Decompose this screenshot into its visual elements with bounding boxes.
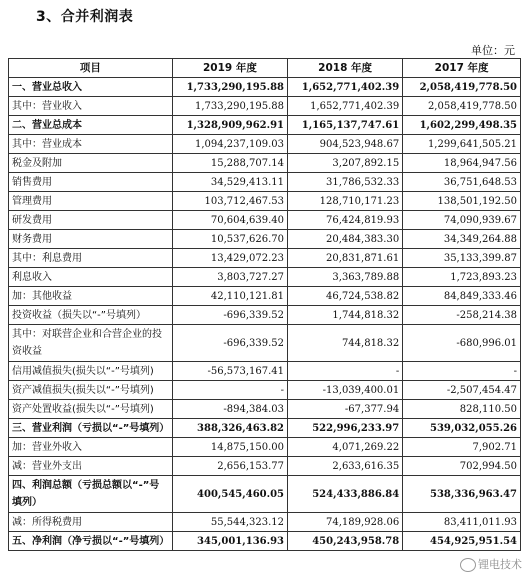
row-label: 资产减值损失(损失以“-”号填列) bbox=[9, 381, 173, 400]
value-2017: 1,299,641,505.21 bbox=[403, 135, 521, 154]
table-row bbox=[9, 268, 521, 287]
table-row bbox=[9, 116, 521, 135]
value-2018: -67,377.94 bbox=[288, 400, 403, 419]
table-row bbox=[9, 135, 521, 154]
value-2019: 13,429,072.23 bbox=[172, 249, 287, 268]
row-label: 减：营业外支出 bbox=[9, 457, 173, 476]
value-2017: 454,925,951.54 bbox=[403, 532, 521, 551]
column-header-2018: 2018 年度 bbox=[288, 59, 403, 78]
value-2017: 35,133,399.87 bbox=[403, 249, 521, 268]
table-row bbox=[9, 211, 521, 230]
row-label: 利息收入 bbox=[9, 268, 173, 287]
section-title: 3、合并利润表 bbox=[36, 9, 134, 25]
table-row bbox=[9, 362, 521, 381]
value-2019: 55,544,323.12 bbox=[172, 513, 287, 532]
value-2019: 1,733,290,195.88 bbox=[172, 97, 287, 116]
unit-label: 单位：元 bbox=[471, 44, 515, 57]
value-2017: 83,411,011.93 bbox=[403, 513, 521, 532]
value-2017: 1,723,893.23 bbox=[403, 268, 521, 287]
value-2019: 14,875,150.00 bbox=[172, 438, 287, 457]
value-2018: 76,424,819.93 bbox=[288, 211, 403, 230]
value-2018: 522,996,233.97 bbox=[288, 419, 403, 438]
value-2019: 388,326,463.82 bbox=[172, 419, 287, 438]
value-2017: 2,058,419,778.50 bbox=[403, 97, 521, 116]
table-body bbox=[9, 78, 521, 551]
column-header-2017: 2017 年度 bbox=[403, 59, 521, 78]
row-label: 四、利润总额（亏损总额以“-”号填列） bbox=[9, 476, 173, 513]
value-2019: 1,328,909,962.91 bbox=[172, 116, 287, 135]
table-row bbox=[9, 78, 521, 97]
row-label: 其中：利息费用 bbox=[9, 249, 173, 268]
value-2019: 103,712,467.53 bbox=[172, 192, 287, 211]
value-2018: 20,831,871.61 bbox=[288, 249, 403, 268]
value-2017: 538,336,963.47 bbox=[403, 476, 521, 513]
value-2019: -56,573,167.41 bbox=[172, 362, 287, 381]
value-2018: 31,786,532.33 bbox=[288, 173, 403, 192]
row-label: 二、营业总成本 bbox=[9, 116, 173, 135]
value-2017: 138,501,192.50 bbox=[403, 192, 521, 211]
value-2018: -13,039,400.01 bbox=[288, 381, 403, 400]
row-label: 投资收益（损失以“-”号填列） bbox=[9, 306, 173, 325]
row-label: 加：其他收益 bbox=[9, 287, 173, 306]
value-2018: 450,243,958.78 bbox=[288, 532, 403, 551]
table-row bbox=[9, 476, 521, 513]
table-row bbox=[9, 249, 521, 268]
row-label: 加：营业外收入 bbox=[9, 438, 173, 457]
value-2018: 3,207,892.15 bbox=[288, 154, 403, 173]
value-2018: 524,433,886.84 bbox=[288, 476, 403, 513]
value-2017: 828,110.50 bbox=[403, 400, 521, 419]
value-2018: 1,744,818.32 bbox=[288, 306, 403, 325]
value-2017: -258,214.38 bbox=[403, 306, 521, 325]
row-label: 其中：对联营企业和合营企业的投资收益 bbox=[9, 325, 173, 362]
row-label: 五、净利润（净亏损以“-”号填列） bbox=[9, 532, 173, 551]
value-2018: - bbox=[288, 362, 403, 381]
row-label: 研发费用 bbox=[9, 211, 173, 230]
table-row bbox=[9, 513, 521, 532]
table-row bbox=[9, 154, 521, 173]
table-row bbox=[9, 97, 521, 116]
watermark bbox=[457, 555, 525, 573]
row-label: 销售费用 bbox=[9, 173, 173, 192]
value-2019: 15,288,707.14 bbox=[172, 154, 287, 173]
table-row bbox=[9, 438, 521, 457]
table-header-row bbox=[9, 59, 521, 78]
value-2018: 3,363,789.88 bbox=[288, 268, 403, 287]
value-2019: 70,604,639.40 bbox=[172, 211, 287, 230]
row-label: 一、营业总收入 bbox=[9, 78, 173, 97]
row-label: 资产处置收益(损失以“-”号填列) bbox=[9, 400, 173, 419]
value-2019: 1,733,290,195.88 bbox=[172, 78, 287, 97]
table-row bbox=[9, 419, 521, 438]
value-2017: 84,849,333.46 bbox=[403, 287, 521, 306]
table-row bbox=[9, 287, 521, 306]
value-2017: - bbox=[403, 362, 521, 381]
value-2017: 539,032,055.26 bbox=[403, 419, 521, 438]
value-2019: -696,339.52 bbox=[172, 325, 287, 362]
value-2018: 20,484,383.30 bbox=[288, 230, 403, 249]
value-2017: 1,602,299,498.35 bbox=[403, 116, 521, 135]
value-2018: 1,652,771,402.39 bbox=[288, 97, 403, 116]
value-2017: 702,994.50 bbox=[403, 457, 521, 476]
watermark-text: 锂电技术 bbox=[478, 558, 522, 571]
value-2017: -680,996.01 bbox=[403, 325, 521, 362]
table-row bbox=[9, 457, 521, 476]
value-2018: 744,818.32 bbox=[288, 325, 403, 362]
value-2017: 74,090,939.67 bbox=[403, 211, 521, 230]
value-2019: -894,384.03 bbox=[172, 400, 287, 419]
income-statement-table bbox=[8, 58, 521, 551]
row-label: 管理费用 bbox=[9, 192, 173, 211]
value-2019: 400,545,460.05 bbox=[172, 476, 287, 513]
table-row bbox=[9, 400, 521, 419]
value-2017: 34,349,264.88 bbox=[403, 230, 521, 249]
row-label: 三、营业利润（亏损以“-”号填列） bbox=[9, 419, 173, 438]
value-2017: 7,902.71 bbox=[403, 438, 521, 457]
row-label: 财务费用 bbox=[9, 230, 173, 249]
table-row bbox=[9, 192, 521, 211]
value-2018: 1,652,771,402.39 bbox=[288, 78, 403, 97]
value-2018: 128,710,171.23 bbox=[288, 192, 403, 211]
value-2019: 3,803,727.27 bbox=[172, 268, 287, 287]
table-row bbox=[9, 381, 521, 400]
value-2018: 74,189,928.06 bbox=[288, 513, 403, 532]
row-label: 其中：营业成本 bbox=[9, 135, 173, 154]
value-2018: 904,523,948.67 bbox=[288, 135, 403, 154]
value-2019: 1,094,237,109.03 bbox=[172, 135, 287, 154]
value-2017: 18,964,947.56 bbox=[403, 154, 521, 173]
wechat-icon bbox=[460, 558, 476, 572]
value-2018: 46,724,538.82 bbox=[288, 287, 403, 306]
value-2017: 36,751,648.53 bbox=[403, 173, 521, 192]
value-2019: - bbox=[172, 381, 287, 400]
value-2019: 10,537,626.70 bbox=[172, 230, 287, 249]
value-2019: 34,529,413.11 bbox=[172, 173, 287, 192]
row-label: 其中：营业收入 bbox=[9, 97, 173, 116]
value-2019: 42,110,121.81 bbox=[172, 287, 287, 306]
value-2017: 2,058,419,778.50 bbox=[403, 78, 521, 97]
row-label: 税金及附加 bbox=[9, 154, 173, 173]
table-row bbox=[9, 230, 521, 249]
column-header-2019: 2019 年度 bbox=[172, 59, 287, 78]
value-2018: 4,071,269.22 bbox=[288, 438, 403, 457]
value-2019: -696,339.52 bbox=[172, 306, 287, 325]
value-2017: -2,507,454.47 bbox=[403, 381, 521, 400]
value-2018: 2,633,616.35 bbox=[288, 457, 403, 476]
table-row bbox=[9, 532, 521, 551]
value-2018: 1,165,137,747.61 bbox=[288, 116, 403, 135]
table-row bbox=[9, 306, 521, 325]
table-row bbox=[9, 173, 521, 192]
row-label: 减：所得税费用 bbox=[9, 513, 173, 532]
row-label: 信用减值损失(损失以“-”号填列) bbox=[9, 362, 173, 381]
table-row bbox=[9, 325, 521, 362]
column-header-item: 项目 bbox=[9, 59, 173, 78]
value-2019: 345,001,136.93 bbox=[172, 532, 287, 551]
value-2019: 2,656,153.77 bbox=[172, 457, 287, 476]
